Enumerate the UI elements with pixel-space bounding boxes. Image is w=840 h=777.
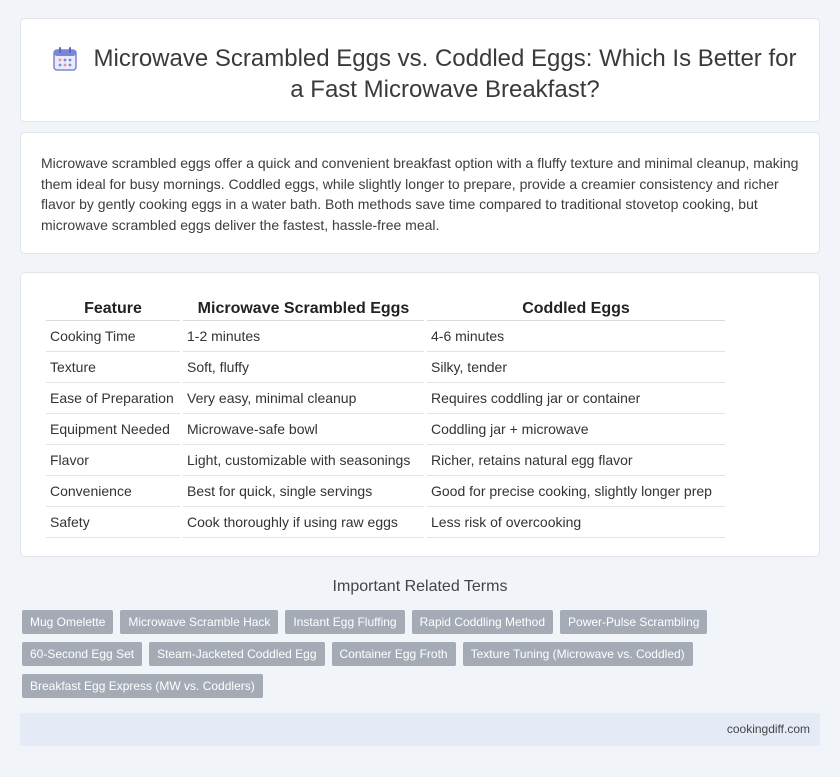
row-feature: Safety xyxy=(46,507,180,538)
header-feature: Feature xyxy=(46,295,180,321)
related-term-tag[interactable]: 60-Second Egg Set xyxy=(22,642,142,666)
related-term-tag[interactable]: Power-Pulse Scrambling xyxy=(560,610,707,634)
table-row xyxy=(46,476,725,507)
row-microwave-value: Best for quick, single servings xyxy=(183,476,424,507)
table-row xyxy=(46,445,725,476)
related-term-tag[interactable]: Container Egg Froth xyxy=(332,642,456,666)
row-feature: Ease of Preparation xyxy=(46,383,180,414)
title-card xyxy=(20,18,820,122)
row-coddled-value: Coddling jar + microwave xyxy=(427,414,725,445)
table-row xyxy=(46,383,725,414)
header-microwave-scrambled: Microwave Scrambled Eggs xyxy=(183,295,424,321)
comparison-table xyxy=(43,295,728,538)
comparison-card xyxy=(20,272,820,557)
row-feature: Cooking Time xyxy=(46,321,180,352)
row-microwave-value: Very easy, minimal cleanup xyxy=(183,383,424,414)
row-coddled-value: 4-6 minutes xyxy=(427,321,725,352)
table-header-row xyxy=(46,295,725,321)
row-microwave-value: Soft, fluffy xyxy=(183,352,424,383)
footer xyxy=(20,713,820,746)
page-title: Microwave Scrambled Eggs vs. Coddled Eggs: Which Is Better for a Fast Microwave Breakfast? xyxy=(93,45,797,103)
row-microwave-value: Cook thoroughly if using raw eggs xyxy=(183,507,424,538)
intro-card xyxy=(20,132,820,254)
intro-paragraph: Microwave scrambled eggs offer a quick and convenient breakfast option with a fluffy texture and minimal cleanup, making them ideal for busy mornings. Coddled eggs, while slightly longer to prepare, provide a creamier consistency and richer flavor by gently cooking eggs in a water bath. Both methods save time compared to traditional stovetop cooking, but microwave scrambled eggs deliver the fastest, hassle-free meal. xyxy=(41,155,799,233)
row-coddled-value: Less risk of overcooking xyxy=(427,507,725,538)
related-term-tag[interactable]: Texture Tuning (Microwave vs. Coddled) xyxy=(463,642,693,666)
related-term-tag[interactable]: Breakfast Egg Express (MW vs. Coddlers) xyxy=(22,674,263,698)
table-row xyxy=(46,414,725,445)
row-microwave-value: Light, customizable with seasonings xyxy=(183,445,424,476)
table-row xyxy=(46,352,725,383)
row-coddled-value: Good for precise cooking, slightly longer prep xyxy=(427,476,725,507)
row-feature: Flavor xyxy=(46,445,180,476)
row-feature: Convenience xyxy=(46,476,180,507)
table-row xyxy=(46,507,725,538)
footer-site-link[interactable]: cookingdiff.com xyxy=(726,722,810,736)
related-term-tag[interactable]: Steam-Jacketed Coddled Egg xyxy=(149,642,324,666)
related-term-tag[interactable]: Instant Egg Fluffing xyxy=(285,610,404,634)
row-microwave-value: Microwave-safe bowl xyxy=(183,414,424,445)
row-coddled-value: Requires coddling jar or container xyxy=(427,383,725,414)
row-coddled-value: Silky, tender xyxy=(427,352,725,383)
related-term-tag[interactable]: Microwave Scramble Hack xyxy=(120,610,278,634)
row-coddled-value: Richer, retains natural egg flavor xyxy=(427,445,725,476)
table-row xyxy=(46,321,725,352)
row-microwave-value: 1-2 minutes xyxy=(183,321,424,352)
row-feature: Equipment Needed xyxy=(46,414,180,445)
related-term-tag[interactable]: Rapid Coddling Method xyxy=(412,610,553,634)
related-term-tag[interactable]: Mug Omelette xyxy=(22,610,113,634)
header-coddled: Coddled Eggs xyxy=(427,295,725,321)
row-feature: Texture xyxy=(46,352,180,383)
related-terms-list xyxy=(22,610,722,698)
related-terms-heading: Important Related Terms xyxy=(332,578,508,595)
